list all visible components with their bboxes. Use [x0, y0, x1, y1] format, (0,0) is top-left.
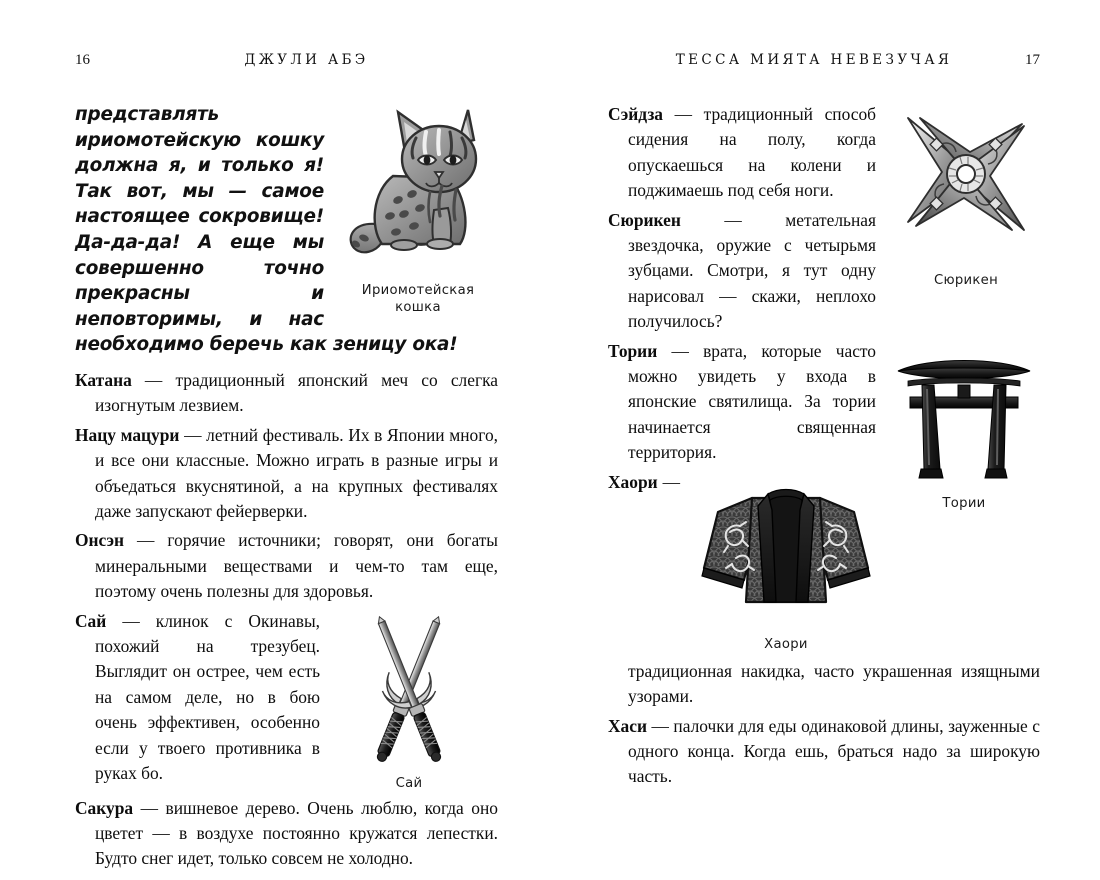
glossary-term: Сюрикен [608, 209, 681, 230]
glossary-definition: — летний фестиваль. Их в Японии много, и все они классные. Можно играть в разные игры и объедаться вкуснятиной, а на крупных фестивалях даже запускают фейерверки. [95, 424, 498, 521]
glossary-definition: — горячие источники; говорят, они богаты минеральными веществами и чем-то там еще, поэтому очень полезны для здоровья. [95, 530, 498, 602]
figure-haori [696, 476, 876, 653]
figure-caption: Сюрикен [933, 273, 999, 288]
figure-iriomote-cat [338, 104, 498, 316]
glossary-term: Сай [75, 610, 107, 631]
glossary-entry [608, 714, 1040, 790]
glossary-definition: — традиционный японский меч со слегка изогнутым лезвием. [95, 369, 498, 416]
glossary-term: Нацу мацури [75, 424, 180, 445]
glossary-entry [75, 796, 498, 872]
glossary-definition: — традиционная накидка, часто украшенная изящными узорами. [628, 471, 1040, 707]
glossary-term: Хаси [608, 715, 647, 736]
right-page [550, 0, 1100, 880]
running-head-left [75, 52, 498, 86]
page-number-left: 16 [75, 52, 90, 68]
author-running-title: ДЖУЛИ АБЭ [244, 52, 369, 68]
glossary-definition: — традиционный способ сидения на полу, когда опускаешься на колени и поджимаешь под себя ноги. [628, 104, 876, 201]
figure-caption: Ириомотейская кошка [361, 283, 475, 315]
left-column-body [75, 102, 498, 872]
haori-jacket-icon [696, 476, 876, 626]
figure-torii [894, 345, 1034, 512]
glossary-term: Хаори [608, 471, 658, 492]
glossary-definition: — метательная звездочка, оружие с четырьмя зубцами. Смотри, я тут одну нарисовал — скажи, неплохо получилось? [628, 209, 876, 332]
glossary-entry [75, 368, 498, 419]
book-running-title: ТЕССА МИЯТА НЕВЕЗУЧАЯ [675, 52, 953, 68]
iriomote-cat-icon [338, 104, 498, 272]
glossary-entry [75, 423, 498, 525]
figure-caption: Хаори [764, 636, 808, 652]
crossed-sai-icon [334, 615, 484, 765]
figure-shuriken [892, 104, 1040, 289]
glossary-definition: — палочки для еды одинаковой длины, зауженные с одного конца. Когда ешь, браться надо за широкую часть. [628, 715, 1040, 787]
figure-caption: Тории [942, 495, 986, 511]
glossary-term: Тории [608, 340, 658, 361]
glossary-term: Катана [75, 369, 132, 390]
shuriken-icon [892, 104, 1040, 262]
handwritten-note: представлять ириомотейскую кошку должна я, и только я! Так вот, мы — самое настоящее сокровище! Да-да-да! А еще мы совершенно точно прекрасны и неповторимы, и нас необходимо беречь как зеницу ока! [75, 104, 458, 356]
glossary-entry [75, 528, 498, 604]
glossary-term: Сэйдза [608, 104, 663, 124]
glossary-term: Онсэн [75, 530, 125, 551]
running-head-right [608, 52, 1040, 86]
right-column-body [608, 102, 1040, 790]
glossary-definition: — вишневое дерево. Очень люблю, когда оно цветет — в воздухе постоянно кружатся лепестки. Будто снег идет, только совсем не холодно. [95, 797, 498, 869]
torii-gate-icon [894, 345, 1034, 485]
glossary-term: Сакура [75, 797, 134, 818]
figure-caption: Сай [395, 775, 423, 791]
glossary-definition: — клинок с Окинавы, похожий на трезубец. Выглядит он острее, чем есть на самом деле, но в бою очень эффективен, особенно если у твоего противника в руках бо. [95, 610, 320, 784]
page-number-right: 17 [1025, 52, 1040, 68]
glossary-definition: — врата, которые часто можно увидеть у входа в японские святилища. За тории начинается священная территория. [628, 340, 876, 463]
figure-sai [334, 615, 484, 792]
